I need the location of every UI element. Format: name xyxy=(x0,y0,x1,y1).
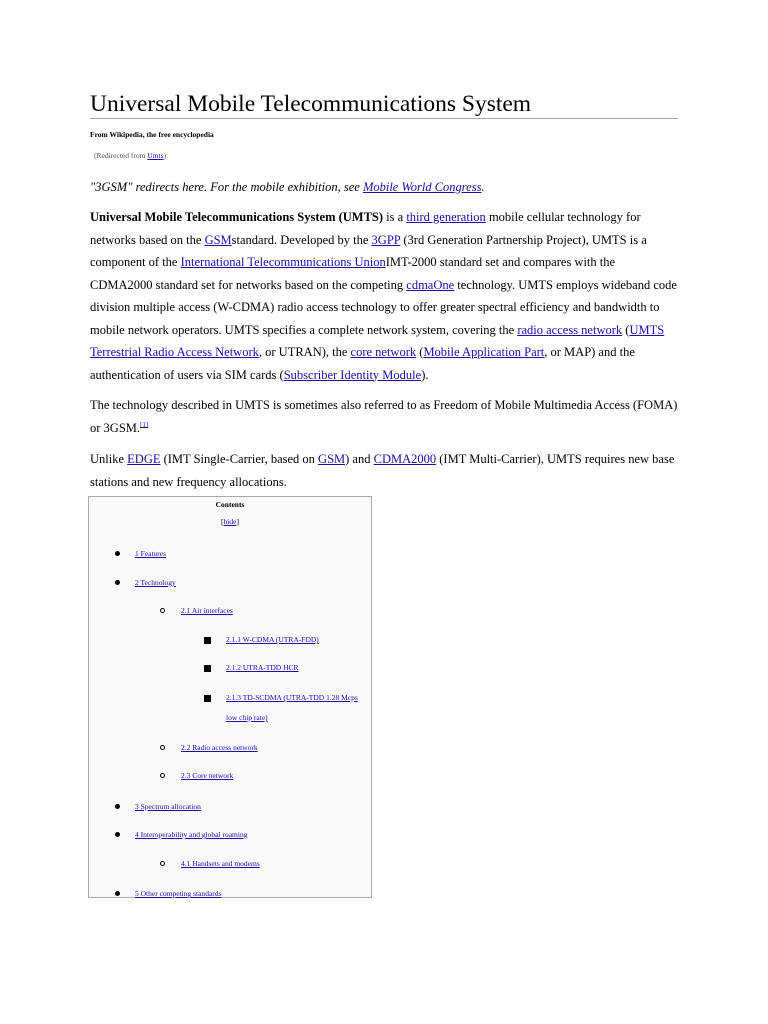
page-title: Universal Mobile Telecommunications System xyxy=(90,88,678,119)
redirect-open: (Redirected from xyxy=(94,151,148,160)
toc-hide-link[interactable]: hide xyxy=(223,517,237,526)
link-radio-access-network[interactable]: radio access network xyxy=(517,322,623,337)
link-third-generation[interactable]: third generation xyxy=(406,210,486,224)
toc-bullet-disc-icon xyxy=(115,804,120,809)
toc-item[interactable]: 2.1.2 UTRA-TDD HCR xyxy=(226,663,299,672)
toc-title: Contents xyxy=(215,500,245,509)
redirect-note xyxy=(94,151,166,160)
toc-item[interactable]: 1 Features xyxy=(135,549,167,558)
toc-hide-control xyxy=(89,517,371,526)
text-run: mobile cellular technology for networks based on the xyxy=(90,210,641,247)
link-itu[interactable]: International Telecommunications Union xyxy=(180,255,386,269)
toc-item[interactable]: low chip rate) xyxy=(226,713,268,722)
text-run: ( xyxy=(416,345,424,359)
text-run: (3rd Generation Partnership Project), UMTS is a component of the xyxy=(90,232,647,269)
toc-bullet-circle-icon xyxy=(160,773,165,778)
toc-bullet-disc-icon xyxy=(115,551,120,556)
intro-paragraph xyxy=(90,206,680,386)
text-run: (IMT Multi-Carrier), UMTS requires new base stations and new frequency allocations. xyxy=(90,452,675,489)
toc-item[interactable]: 4 Interoperability and global roaming xyxy=(135,830,248,839)
toc-bullet-circle-icon xyxy=(160,861,165,866)
toc-bullet-square-icon xyxy=(204,665,211,672)
hatnote xyxy=(90,178,680,196)
text-run: standard. Developed by the xyxy=(231,232,372,247)
toc-bullet-circle-icon xyxy=(160,608,165,613)
toc-bullet-square-icon xyxy=(204,695,211,702)
link-gsm[interactable]: GSM xyxy=(204,232,232,247)
toc-item[interactable]: 2.2 Radio access network xyxy=(181,743,258,752)
toc-item[interactable]: 2.1 Air interfaces xyxy=(181,606,233,615)
text-run: The technology described in UMTS is sometimes also referred to as Freedom of Mobile Multimedia Access (FOMA) or 3GSM. xyxy=(90,398,678,435)
toc-item[interactable]: 4.1 Handsets and modems xyxy=(181,859,260,868)
toc-bullet-disc-icon xyxy=(115,891,120,896)
hatnote-end: . xyxy=(481,180,485,194)
link-utran[interactable]: UMTS Terrestrial Radio Access Network xyxy=(90,322,665,359)
foma-paragraph xyxy=(90,394,680,439)
text-run: ( xyxy=(622,322,630,337)
text-run: IMT-2000 standard set and compares with the CDMA2000 standard set for networks based on the competing xyxy=(90,255,616,292)
toc-item[interactable]: 5 Other competing standards xyxy=(135,889,222,898)
text-run: , or UTRAN), the xyxy=(258,345,351,359)
text-run: ) and xyxy=(345,452,374,466)
text-run: ). xyxy=(421,367,429,382)
text-run: Unlike xyxy=(90,452,128,466)
toc-bullet-disc-icon xyxy=(115,580,120,585)
link-map[interactable]: Mobile Application Part xyxy=(423,345,545,359)
edge-paragraph xyxy=(90,448,680,493)
toc-bullet-circle-icon xyxy=(160,745,165,750)
link-sim[interactable]: Subscriber Identity Module xyxy=(283,367,422,382)
text-run: , or MAP) and the authentication of users via SIM cards ( xyxy=(90,345,635,382)
link-cdma2000[interactable]: CDMA2000 xyxy=(373,452,437,466)
bracket: ] xyxy=(236,517,239,526)
bracket: [ xyxy=(221,517,224,526)
toc-item[interactable]: 2.1.3 TD-SCDMA (UTRA-TDD 1.28 Mcps xyxy=(226,693,358,702)
hatnote-text: "3GSM" redirects here. For the mobile exhibition, see xyxy=(90,180,363,194)
toc-bullet-square-icon xyxy=(204,637,211,644)
link-gsm-2[interactable]: GSM xyxy=(318,452,346,466)
text-run: technology. UMTS employs wideband code division multiple access (W-CDMA) radio access technology to offer greater spectral efficiency and bandwidth to mobile network operators. UMTS specifies a complete network system, covering the xyxy=(90,277,677,337)
table-of-contents xyxy=(88,496,372,898)
tagline: From Wikipedia, the free encyclopedia xyxy=(90,130,214,139)
hatnote-link[interactable]: Mobile World Congress xyxy=(362,180,482,194)
toc-item[interactable]: 3 Spectrum allocation xyxy=(135,802,201,811)
article-subject: Universal Mobile Telecommunications System (UMTS) xyxy=(90,210,384,224)
toc-item[interactable]: 2.1.1 W-CDMA (UTRA-FDD) xyxy=(226,635,319,644)
toc-bullet-disc-icon xyxy=(115,832,120,837)
link-3gpp[interactable]: 3GPP xyxy=(371,232,401,247)
redirect-close: ) xyxy=(163,151,167,160)
toc-item[interactable]: 2 Technology xyxy=(135,578,176,587)
text-run: is a xyxy=(383,210,407,224)
link-core-network[interactable]: core network xyxy=(350,345,417,359)
link-edge[interactable]: EDGE xyxy=(127,452,161,466)
link-cdmaone[interactable]: cdmaOne xyxy=(406,277,455,292)
toc-item[interactable]: 2.3 Core network xyxy=(181,771,234,780)
text-run: (IMT Single-Carrier, based on xyxy=(160,452,319,466)
reference-link[interactable]: [1] xyxy=(140,420,149,429)
redirect-link[interactable]: Umts xyxy=(147,151,164,160)
